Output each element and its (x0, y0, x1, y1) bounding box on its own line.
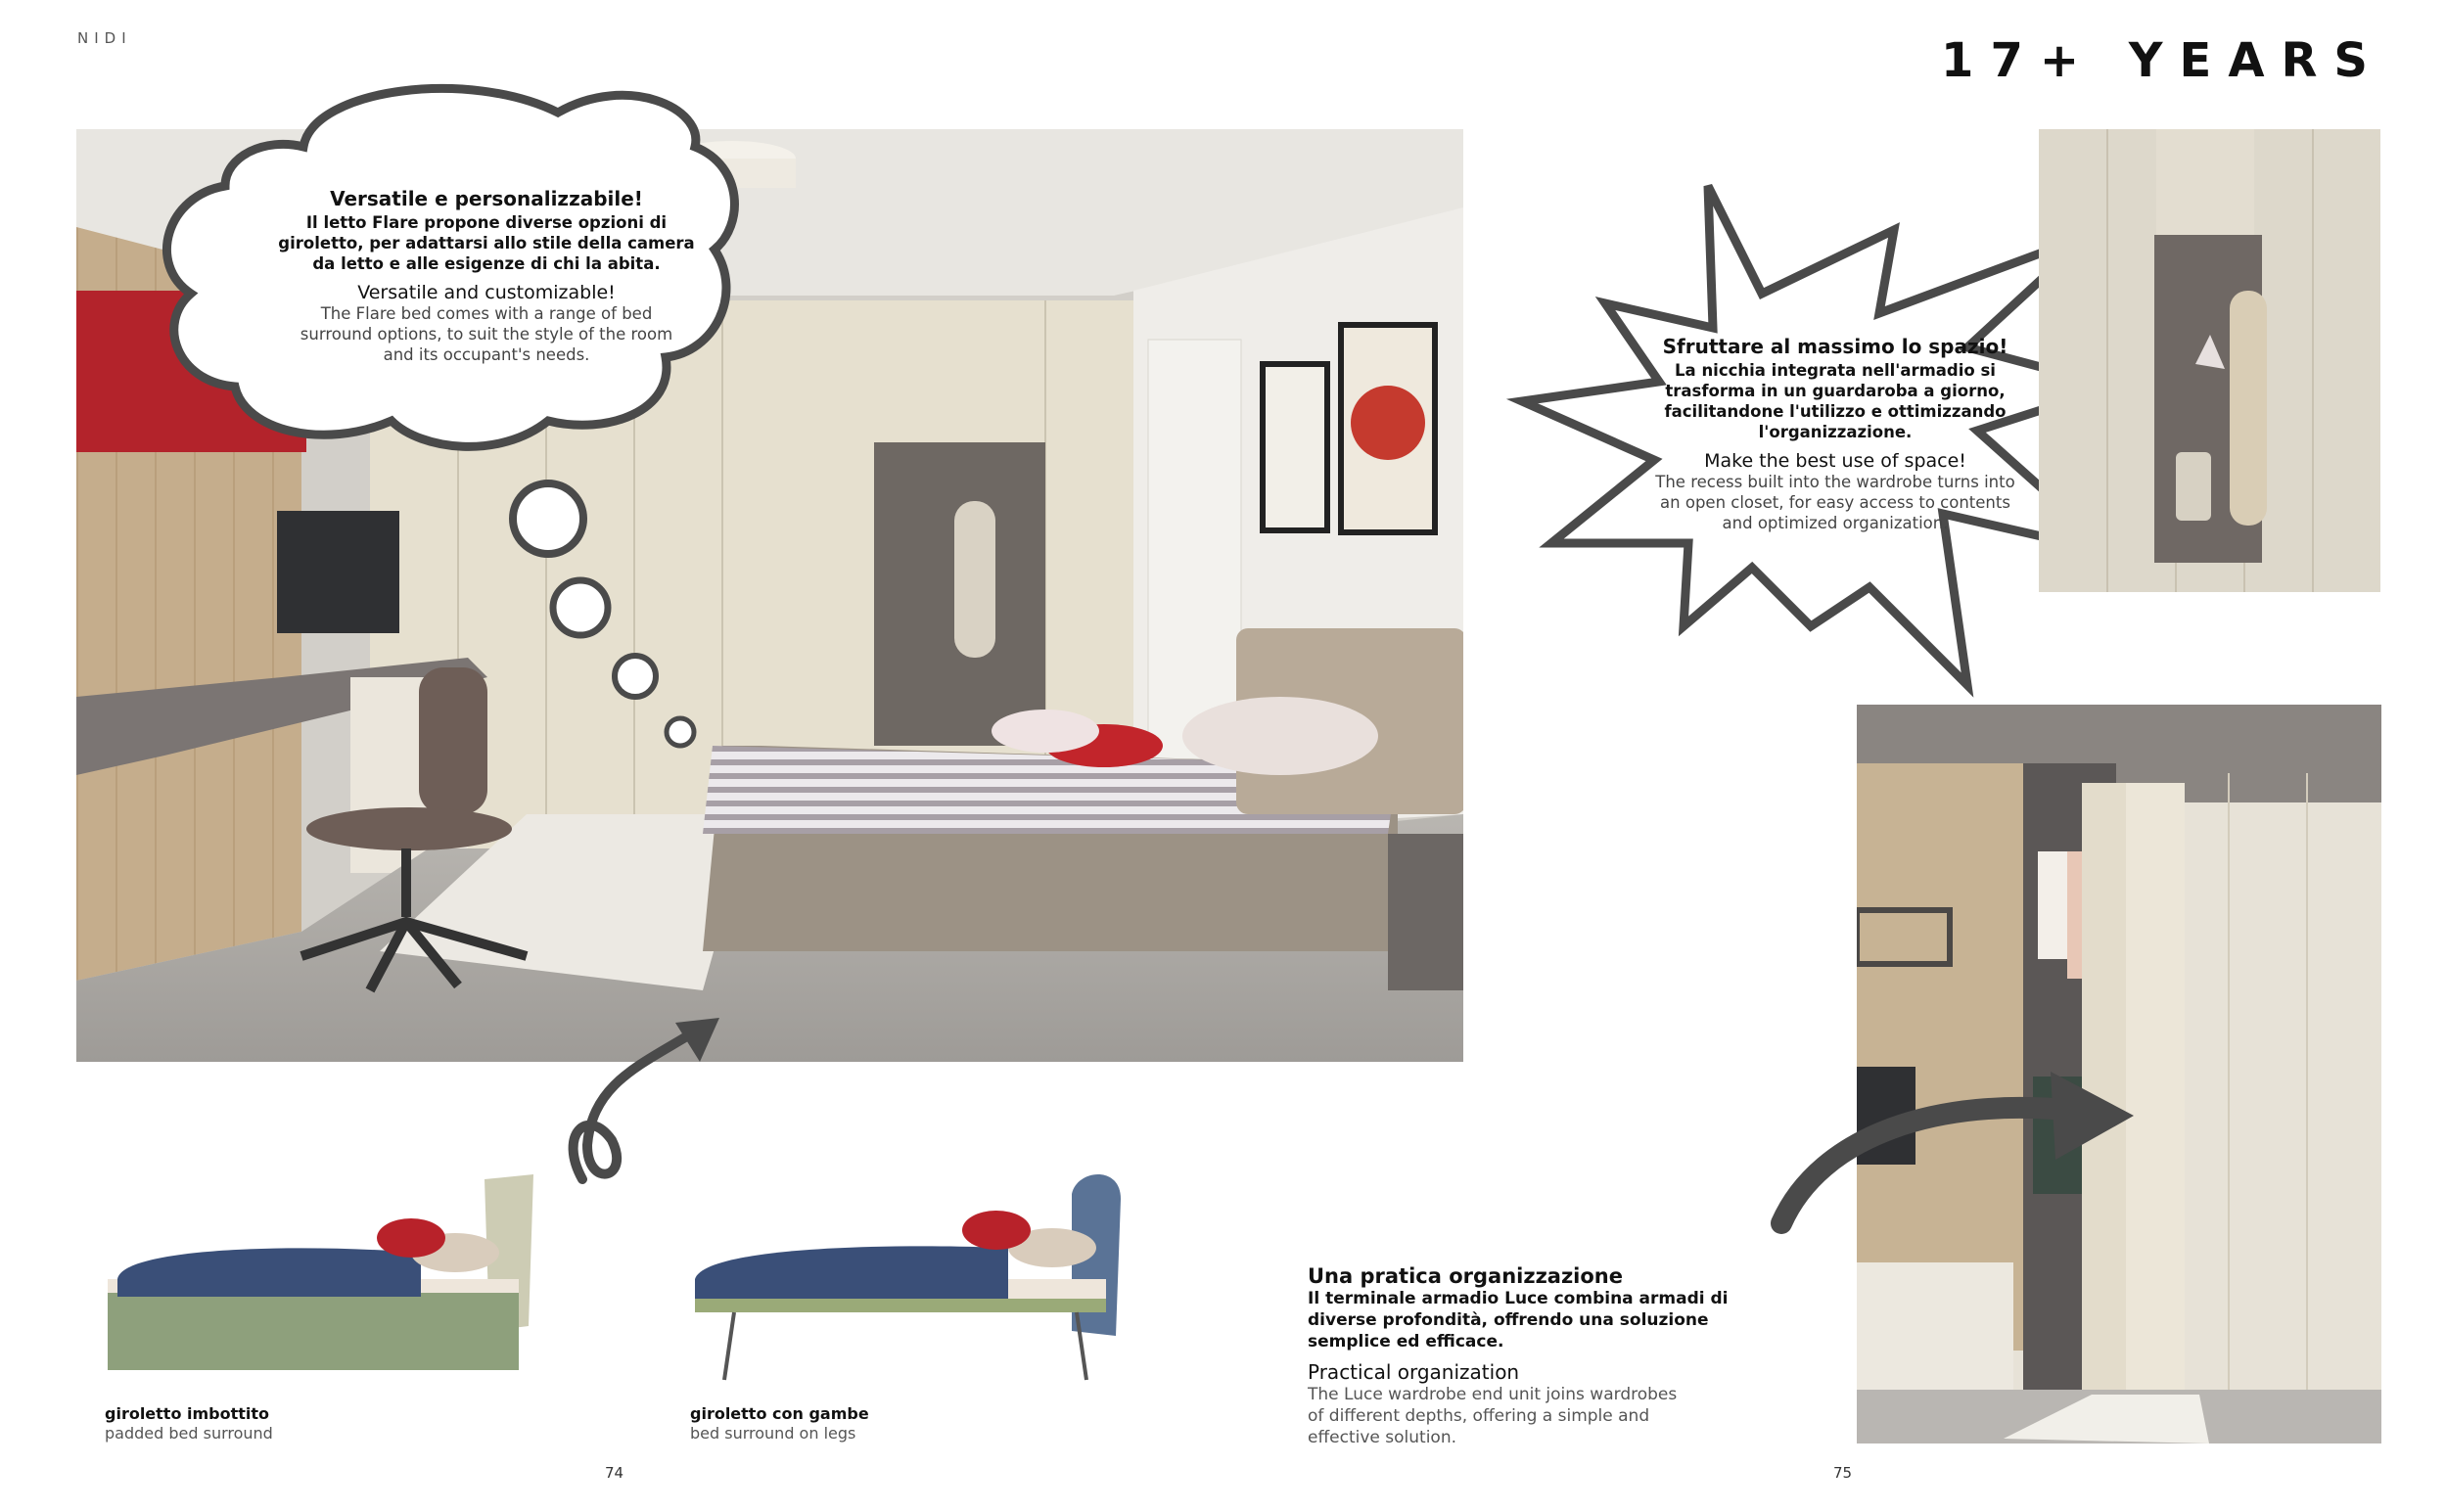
page-number-left: 74 (605, 1464, 624, 1482)
thought-body-en-line: The Flare bed comes with a range of bed (320, 304, 653, 323)
brand-label: NIDI (77, 29, 132, 47)
page-number-right: 75 (1833, 1464, 1853, 1482)
age-range-title: 17+ YEARS (1941, 33, 2384, 88)
wardrobe-niche-photo (2039, 129, 2380, 592)
legged-bed-image (685, 1169, 1155, 1390)
organization-section (1308, 1264, 1738, 1448)
bed-caption-it: giroletto imbottito (105, 1404, 270, 1423)
thought-body-en-line: surround options, to suit the style of the room (300, 325, 673, 344)
bed-caption-padded (105, 1404, 273, 1443)
burst-body-it-line: La nicchia integrata nell'armadio si (1675, 361, 1996, 380)
thought-body-en-line: and its occupant's needs. (383, 345, 590, 364)
burst-bubble-text (1625, 335, 2046, 533)
padded-bed-image (98, 1169, 548, 1380)
thought-dot-2 (553, 580, 608, 635)
burst-body-en-line: The recess built into the wardrobe turns into (1655, 473, 2015, 491)
curly-arrow (574, 1037, 685, 1179)
thought-body-it-line: Il letto Flare propone diverse opzioni di (305, 213, 668, 232)
burst-body-it-line: facilitandone l'utilizzo e ottimizzando (1664, 402, 2007, 421)
organization-body-en-line: of different depths, offering a simple and (1308, 1406, 1650, 1426)
burst-title-en: Make the best use of space! (1704, 450, 1966, 472)
bed-caption-en: bed surround on legs (690, 1424, 856, 1443)
thought-dot-1 (513, 483, 583, 554)
burst-title-it: Sfruttare al massimo lo spazio! (1662, 335, 2008, 358)
thought-body-it-line: giroletto, per adattarsi allo stile della camera (278, 234, 695, 252)
burst-body-it-line: l'organizzazione. (1758, 423, 1913, 441)
thought-dot-4 (667, 718, 694, 746)
bed-caption-it: giroletto con gambe (690, 1404, 869, 1423)
organization-body-en-line: The Luce wardrobe end unit joins wardrobes (1308, 1385, 1678, 1404)
thought-dot-3 (615, 656, 656, 697)
organization-title-it: Una pratica organizzazione (1308, 1264, 1624, 1288)
organization-title-en: Practical organization (1308, 1360, 1520, 1384)
bed-caption-en: padded bed surround (105, 1424, 273, 1443)
thought-title-it: Versatile e personalizzabile! (330, 187, 643, 210)
organization-body-en-line: effective solution. (1308, 1428, 1457, 1447)
thought-title-en: Versatile and customizable! (357, 282, 616, 303)
burst-body-en-line: and optimized organization. (1722, 514, 1949, 532)
thought-body-it-line: da letto e alle esigenze di chi la abita. (312, 254, 661, 273)
organization-body-it-line: Il terminale armadio Luce combina armadi di (1308, 1289, 1729, 1308)
thought-bubble-text (256, 187, 716, 365)
bed-caption-legs (690, 1404, 869, 1443)
organization-body-it-line: semplice ed efficace. (1308, 1332, 1504, 1352)
curved-arrow-right (1762, 1057, 2153, 1253)
burst-body-it-line: trasforma in un guardaroba a giorno, (1665, 382, 2006, 400)
burst-body-en-line: an open closet, for easy access to contents (1660, 493, 2010, 512)
organization-body-it-line: diverse profondità, offrendo una soluzione (1308, 1310, 1709, 1330)
